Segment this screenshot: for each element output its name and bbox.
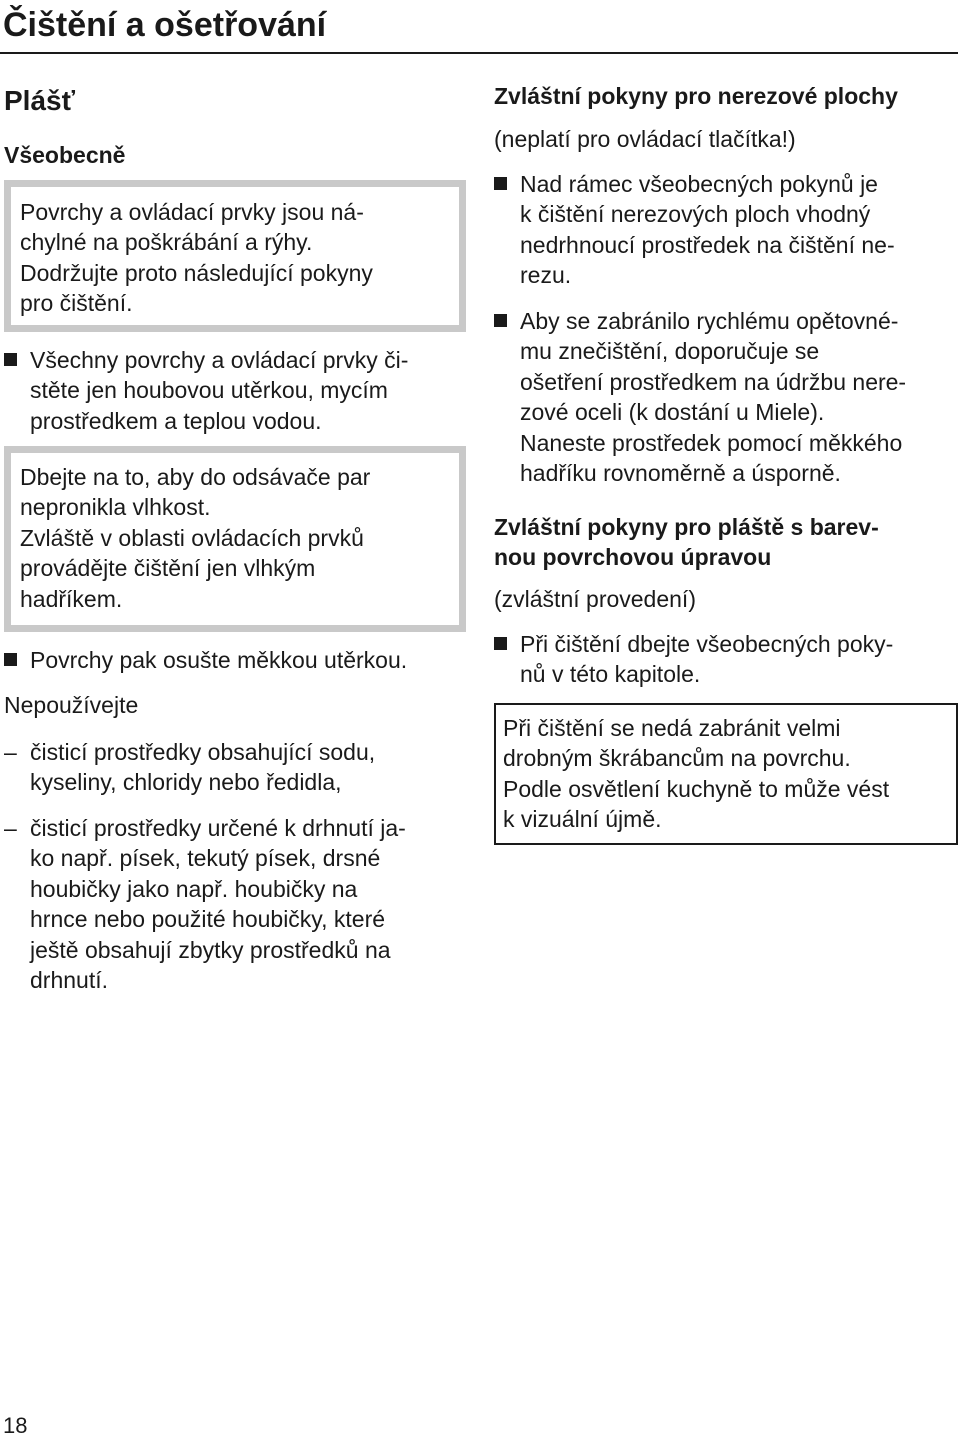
subsection-title: Všeobecně bbox=[4, 142, 126, 168]
text-line: hadříku rovnoměrně a úsporně. bbox=[520, 460, 841, 487]
bullet-square-icon bbox=[494, 314, 507, 327]
title-divider bbox=[0, 52, 958, 54]
text-line: mu znečištění, doporučuje se bbox=[520, 338, 820, 365]
text-line: rezu. bbox=[520, 262, 572, 289]
bullet-square-icon bbox=[4, 353, 17, 366]
text-line: Zvláště v oblasti ovládacích prvků bbox=[20, 524, 364, 551]
text-line: drobným škrábancům na povrchu. bbox=[503, 745, 851, 772]
text-line: Nad rámec všeobecných pokynů je bbox=[520, 171, 878, 197]
info-box bbox=[494, 703, 958, 845]
dash-text bbox=[30, 813, 406, 995]
text-line: Všechny povrchy a ovládací prvky či- bbox=[30, 347, 409, 373]
heading-colored bbox=[494, 512, 879, 573]
text-line: nů v této kapitole. bbox=[520, 661, 701, 688]
text-line: Podle osvětlení kuchyně to může vést bbox=[503, 775, 890, 802]
section-title: Plášť bbox=[4, 85, 76, 116]
text-line: nepronikla vlhkost. bbox=[20, 494, 211, 521]
bullet-square-icon bbox=[494, 177, 507, 190]
dash-symbol: – bbox=[4, 815, 17, 841]
heading-line: nou povrchovou úpravou bbox=[494, 544, 772, 571]
page-title: Čištění a ošetřování bbox=[3, 6, 327, 44]
bullet-square-icon bbox=[4, 653, 17, 666]
warning-box-text bbox=[20, 462, 370, 614]
text-line: Při čištění dbejte všeobecných poky- bbox=[520, 631, 894, 657]
text-line: ošetření prostředkem na údržbu nere- bbox=[520, 368, 907, 395]
text-line: houbičky jako např. houbičky na bbox=[30, 875, 358, 902]
text-line: Dbejte na to, aby do odsávače par bbox=[20, 464, 371, 490]
text-line: nedrhnoucí prostředek na čištění ne- bbox=[520, 231, 895, 258]
text-line: Aby se zabránilo rychlému opětovné- bbox=[520, 308, 899, 334]
bullet-text bbox=[520, 629, 893, 690]
dash-text bbox=[30, 737, 375, 798]
bullet-text bbox=[520, 169, 895, 291]
text-line: Povrchy pak osušte měkkou utěrkou. bbox=[30, 647, 408, 673]
text-line: k vizuální újmě. bbox=[503, 806, 662, 833]
bullet-text bbox=[30, 645, 407, 675]
warning-box bbox=[4, 446, 466, 632]
text-line: čisticí prostředky určené k drhnutí ja- bbox=[30, 815, 406, 841]
text-line: čisticí prostředky obsahující sodu, bbox=[30, 739, 376, 765]
bullet-text bbox=[520, 306, 906, 488]
do-not-use-label: Nepoužívejte bbox=[4, 692, 139, 718]
note-colored: (zvláštní provedení) bbox=[494, 586, 696, 612]
text-line: k čištění nerezových ploch vhodný bbox=[520, 201, 871, 228]
dash-symbol: – bbox=[4, 739, 17, 765]
text-line: stěte jen houbovou utěrkou, mycím bbox=[30, 377, 388, 404]
text-line: provádějte čištění jen vlhkým bbox=[20, 555, 316, 582]
heading-stainless: Zvláštní pokyny pro nerezové plochy bbox=[494, 83, 898, 109]
text-line: hadříkem. bbox=[20, 585, 123, 612]
text-line: ještě obsahují zbytky prostředků na bbox=[30, 936, 391, 963]
note-stainless: (neplatí pro ovládací tlačítka!) bbox=[494, 126, 796, 152]
heading-line: Zvláštní pokyny pro pláště s barev- bbox=[494, 514, 879, 540]
text-line: Dodržujte proto následující pokyny bbox=[20, 259, 373, 286]
text-line: hrnce nebo použité houbičky, které bbox=[30, 906, 386, 933]
bullet-text bbox=[30, 345, 408, 436]
text-line: chylné na poškrábání a rýhy. bbox=[20, 229, 313, 256]
note-box-text bbox=[20, 197, 373, 319]
bullet-square-icon bbox=[494, 637, 507, 650]
note-box bbox=[4, 180, 466, 332]
text-line: ko např. písek, tekutý písek, drsné bbox=[30, 845, 381, 872]
text-line: Naneste prostředek pomocí měkkého bbox=[520, 429, 903, 456]
text-line: Při čištění se nedá zabránit velmi bbox=[503, 715, 841, 741]
text-line: pro čištění. bbox=[20, 290, 133, 317]
text-line: zové oceli (k dostání u Miele). bbox=[520, 399, 825, 426]
info-box-text bbox=[503, 713, 889, 835]
text-line: prostředkem a teplou vodou. bbox=[30, 407, 322, 434]
text-line: Povrchy a ovládací prvky jsou ná- bbox=[20, 199, 364, 225]
text-line: kyseliny, chloridy nebo ředidla, bbox=[30, 769, 342, 796]
page-number: 18 bbox=[3, 1413, 28, 1438]
text-line: drhnutí. bbox=[30, 967, 108, 994]
